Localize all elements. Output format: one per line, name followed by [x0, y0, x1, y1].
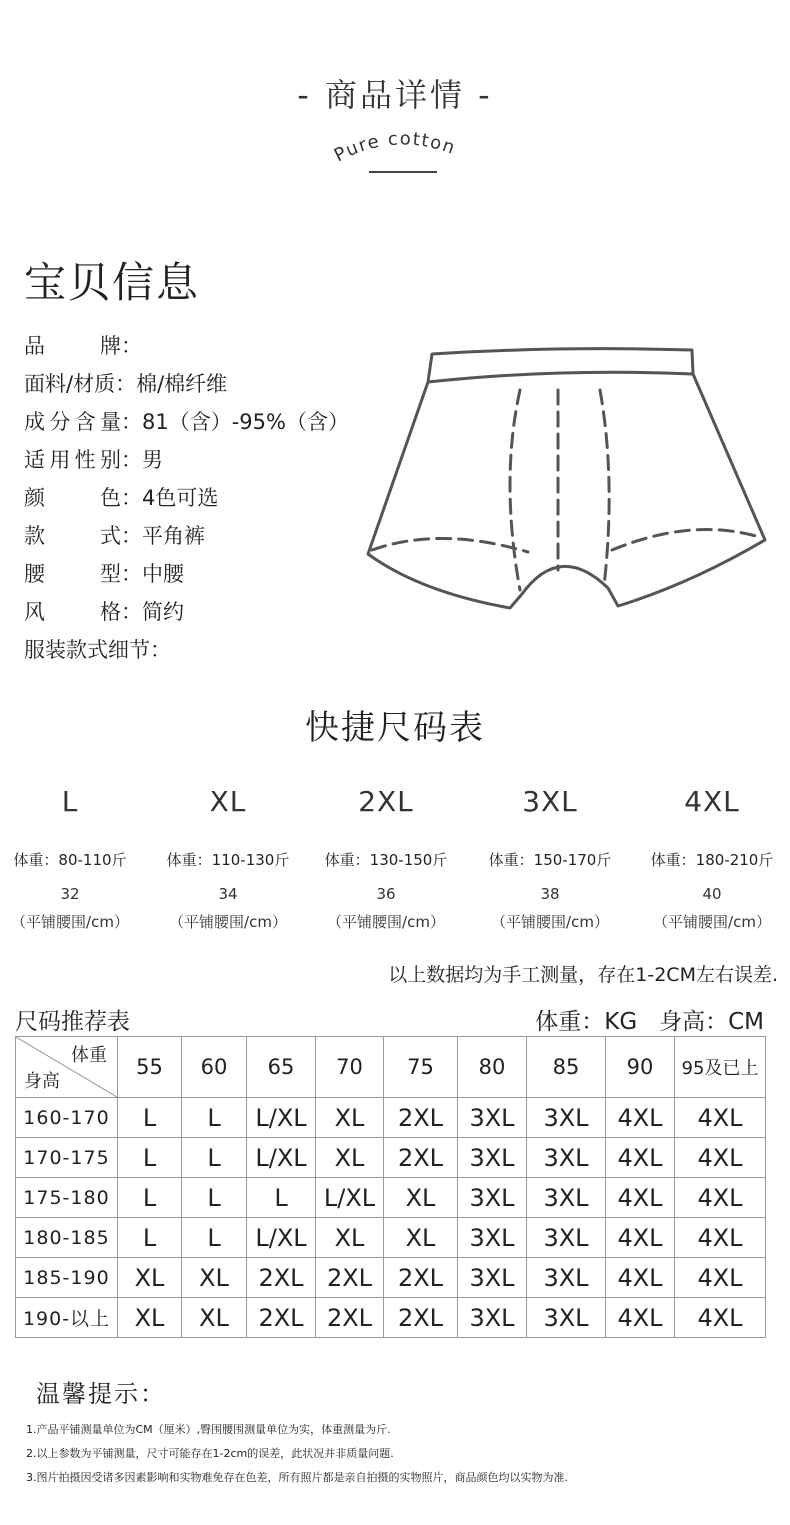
size-waist-value: 38 [540, 885, 560, 903]
size-weight-range: 体重：110-130斤 [166, 851, 290, 869]
table-corner-cell [16, 1037, 118, 1098]
info-label: 颜色 [24, 486, 121, 510]
weight-header-cell: 85 [527, 1037, 606, 1098]
size-cell: XL [118, 1258, 182, 1298]
table-row [16, 1218, 766, 1258]
size-cell: L [118, 1218, 182, 1258]
size-waist-unit: （平铺腰围/cm） [169, 913, 287, 931]
height-row-header: 160-170 [16, 1098, 118, 1138]
size-cell: L/XL [247, 1138, 316, 1178]
weight-header-cell: 60 [182, 1037, 247, 1098]
size-cell: 2XL [247, 1258, 316, 1298]
size-cell: L [182, 1178, 247, 1218]
size-cell: L [182, 1138, 247, 1178]
size-waist-unit: （平铺腰围/cm） [491, 913, 609, 931]
size-cell: 4XL [606, 1298, 675, 1338]
corner-weight-label: 体重 [71, 1045, 107, 1066]
size-cell: 3XL [527, 1218, 606, 1258]
height-row-header: 180-185 [16, 1218, 118, 1258]
size-cell: 3XL [527, 1298, 606, 1338]
size-weight-range: 体重：130-150斤 [324, 851, 448, 869]
weight-header-cell: 65 [247, 1037, 316, 1098]
size-cell: XL [182, 1298, 247, 1338]
height-row-header: 190-以上 [16, 1298, 118, 1338]
info-value: 简约 [142, 600, 184, 624]
info-label: 品牌 [24, 334, 121, 358]
size-cell: 4XL [675, 1138, 766, 1178]
page-header-title: - 商品详情 - [297, 76, 493, 114]
size-chart-title: 快捷尺码表 [305, 708, 485, 748]
size-cell: 2XL [384, 1138, 458, 1178]
size-cell: 2XL [247, 1298, 316, 1338]
size-cell: XL [316, 1218, 384, 1258]
info-section-title: 宝贝信息 [24, 258, 201, 307]
info-row [24, 558, 184, 588]
height-row-header: 185-190 [16, 1258, 118, 1298]
size-cell: 3XL [458, 1258, 527, 1298]
size-cell: 3XL [458, 1138, 527, 1178]
size-cell: 4XL [606, 1178, 675, 1218]
size-cell: 2XL [384, 1258, 458, 1298]
size-cell: L [182, 1098, 247, 1138]
size-cell: 4XL [675, 1218, 766, 1258]
size-cell: XL [118, 1298, 182, 1338]
size-cell: L [118, 1138, 182, 1178]
weight-header-cell: 90 [606, 1037, 675, 1098]
info-row [24, 330, 142, 360]
size-cell: 3XL [527, 1098, 606, 1138]
info-row [24, 444, 163, 474]
size-waist-value: 36 [376, 885, 396, 903]
size-cell: 3XL [458, 1178, 527, 1218]
size-cell: 2XL [384, 1098, 458, 1138]
size-cell: 3XL [458, 1098, 527, 1138]
weight-header-cell: 95及已上 [675, 1037, 766, 1098]
size-cell: 3XL [458, 1218, 527, 1258]
size-cell: 4XL [606, 1258, 675, 1298]
size-name: L [61, 785, 79, 818]
size-waist-value: 40 [702, 885, 722, 903]
table-body [16, 1098, 766, 1338]
size-cell: L [247, 1178, 316, 1218]
info-colon: ： [121, 486, 142, 510]
table-row [16, 1178, 766, 1218]
info-colon: ： [121, 562, 142, 586]
size-waist-value: 34 [218, 885, 238, 903]
height-row-header: 175-180 [16, 1178, 118, 1218]
info-row [24, 520, 205, 550]
size-cell: 4XL [675, 1258, 766, 1298]
size-waist-value: 32 [60, 885, 80, 903]
size-cell: XL [182, 1258, 247, 1298]
size-cell: L [182, 1218, 247, 1258]
size-cell: XL [384, 1178, 458, 1218]
info-label: 成分含量 [24, 410, 121, 434]
info-row [24, 368, 227, 398]
size-cell: L [118, 1178, 182, 1218]
measurement-note: 以上数据均为手工测量，存在1-2CM左右误差. [388, 964, 778, 986]
size-name: 4XL [684, 785, 740, 818]
info-colon: ： [121, 334, 142, 358]
recommend-table-title: 尺码推荐表 [15, 1009, 130, 1035]
weight-header-cell: 70 [316, 1037, 384, 1098]
info-value: 棉/棉纤维 [136, 372, 228, 396]
info-label: 服装款式细节 [24, 638, 150, 662]
size-waist-unit: （平铺腰围/cm） [653, 913, 771, 931]
info-label: 腰型 [24, 562, 121, 586]
size-cell: 4XL [606, 1138, 675, 1178]
info-colon: ： [121, 448, 142, 472]
svg-text:Pure cotton: Pure cotton [330, 128, 459, 167]
info-value: 男 [142, 448, 163, 472]
size-cell: L/XL [316, 1178, 384, 1218]
table-row [16, 1258, 766, 1298]
corner-height-label: 身高 [24, 1071, 60, 1092]
size-weight-range: 体重：150-170斤 [488, 851, 612, 869]
size-waist-unit: （平铺腰围/cm） [327, 913, 445, 931]
tip-item: 2.以上参数为平铺测量，尺寸可能存在1-2cm的误差，此状况并非质量问题. [26, 1447, 394, 1460]
info-row [24, 596, 184, 626]
size-cell: XL [316, 1138, 384, 1178]
size-cell: 4XL [675, 1298, 766, 1338]
tip-item: 3.图片拍摄因受诸多因素影响和实物难免存在色差，所有照片都是亲自拍摄的实物照片，商品颜色均以实物为准. [26, 1471, 568, 1484]
info-row [24, 482, 218, 512]
info-value: 平角裤 [142, 524, 205, 548]
info-row [24, 406, 349, 436]
tip-item: 1.产品平铺测量单位为CM（厘米）,臀围腰围测量单位为实，体重测量为斤. [26, 1423, 391, 1436]
size-cell: 4XL [675, 1098, 766, 1138]
size-weight-range: 体重：80-110斤 [13, 851, 127, 869]
header-underline [369, 171, 437, 173]
table-row [16, 1098, 766, 1138]
info-value: 81（含）-95%（含） [142, 410, 349, 434]
size-cell: 4XL [606, 1098, 675, 1138]
height-row-header: 170-175 [16, 1138, 118, 1178]
info-value: 中腰 [142, 562, 184, 586]
info-colon: ： [121, 410, 142, 434]
size-cell: 4XL [606, 1218, 675, 1258]
size-cell: 4XL [675, 1178, 766, 1218]
size-cell: L/XL [247, 1098, 316, 1138]
table-header-row [16, 1037, 766, 1098]
info-row [24, 634, 171, 664]
info-label: 适用性别 [24, 448, 121, 472]
tips-title: 温馨提示： [36, 1380, 166, 1408]
info-colon: ： [121, 600, 142, 624]
info-label: 风格 [24, 600, 121, 624]
size-name: XL [209, 785, 247, 818]
size-cell: 2XL [316, 1258, 384, 1298]
info-colon: ： [121, 524, 142, 548]
size-cell: 3XL [527, 1138, 606, 1178]
size-cell: XL [316, 1098, 384, 1138]
size-cell: 3XL [527, 1178, 606, 1218]
size-name: 3XL [522, 785, 578, 818]
info-label: 款式 [24, 524, 121, 548]
info-label: 面料/材质 [24, 372, 116, 396]
table-row [16, 1138, 766, 1178]
size-cell: L [118, 1098, 182, 1138]
weight-header-cell: 55 [118, 1037, 182, 1098]
recommend-units: 体重：KG 身高：CM [535, 1009, 764, 1035]
size-weight-range: 体重：180-210斤 [650, 851, 774, 869]
size-cell: 2XL [384, 1298, 458, 1338]
info-value: 4色可选 [142, 486, 219, 510]
size-cell: 2XL [316, 1298, 384, 1338]
size-waist-unit: （平铺腰围/cm） [11, 913, 129, 931]
size-recommend-table [15, 1036, 766, 1338]
size-cell: 3XL [527, 1258, 606, 1298]
info-colon: ： [150, 638, 171, 662]
weight-header-cell: 75 [384, 1037, 458, 1098]
size-name: 2XL [358, 785, 414, 818]
weight-header-cell: 80 [458, 1037, 527, 1098]
boxer-briefs-illustration [360, 340, 780, 620]
size-cell: L/XL [247, 1218, 316, 1258]
size-cell: 3XL [458, 1298, 527, 1338]
info-colon: ： [115, 372, 137, 396]
size-cell: XL [384, 1218, 458, 1258]
table-row [16, 1298, 766, 1338]
